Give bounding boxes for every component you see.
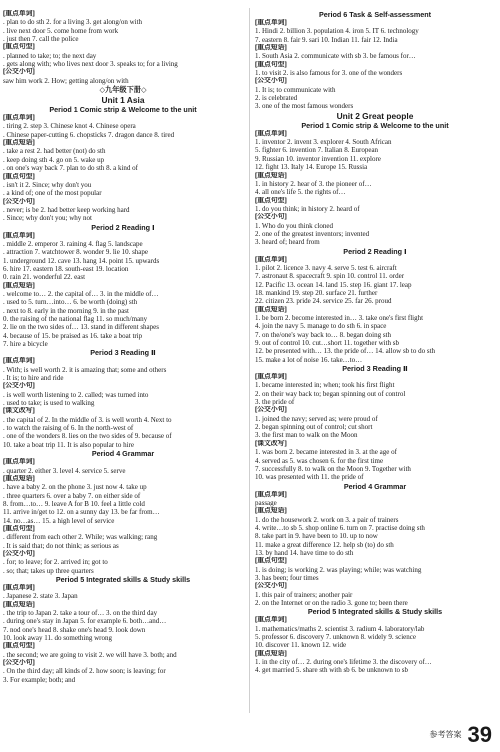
left-answer-line: . different from each other 2. While; was walking; rang <box>3 533 158 542</box>
right-section-tag: [重点短语] <box>255 507 287 515</box>
right-heading: Period 4 Grammar <box>343 481 407 491</box>
right-answer-line: 2. one of the greatest inventors; invented <box>255 229 370 238</box>
right-answer-line: 7. astronaut 8. spacecraft 9. spin 10. control 11. order <box>255 272 405 281</box>
right-answer-line: 1. this pair of trainers; another pair <box>255 590 353 599</box>
right-answer-line: 2. on the Internet or on the radio 3. gone to; been there <box>255 599 408 607</box>
left-section-tag: [重点单词] <box>3 10 35 17</box>
right-answer-line: 5. fighter 6. invention 7. Italian 8. European <box>255 146 379 155</box>
left-answer-line: . isn't it 2. Since; why don't you <box>3 180 92 189</box>
left-answer-line: . live next door 5. come home from work <box>3 26 119 35</box>
right-answer-line: 7. eastern 8. fair 9. sari 10. Indian 11. fair 12. India <box>255 35 398 44</box>
right-answer-line: 1. became interested in; when; took his first flight <box>255 381 395 390</box>
right-answer-line: 3. heard of; heard from <box>255 238 320 247</box>
right-heading: Unit 2 Great people <box>336 110 414 121</box>
left-answer-line: 7. nod one's head 8. shake one's head 9. look down <box>3 625 146 634</box>
left-section-tag: [重点单词] <box>3 583 35 591</box>
right-answer-line: 1. to visit 2. is also famous for 3. one of the wonders <box>255 69 403 78</box>
column-divider <box>249 8 250 713</box>
left-section-tag: [公交小句] <box>3 68 35 76</box>
right-heading: Period 3 Reading Ⅱ <box>342 364 408 374</box>
left-answer-line: . for; to leave; for 2. arrived in; got to <box>3 558 108 567</box>
right-heading: Period 2 Reading Ⅰ <box>343 246 407 256</box>
right-answer-line: 7. successfully 8. to walk on the Moon 9. Together with <box>255 464 411 473</box>
right-answer-line: 4. served as 5. was chosen 6. for the first time <box>255 456 384 465</box>
left-column <box>3 10 243 684</box>
right-answer-line: 9. out of control 10. cut…short 11. together with sb <box>255 339 399 348</box>
right-answer-line: 4. all one's life 5. the rights of… <box>255 188 346 197</box>
right-section-tag: [重点单词] <box>255 129 287 137</box>
right-answer-line: 12. be presented with… 13. the pride of… 14. allow sb to do sth <box>255 347 436 356</box>
left-heading: Unit 1 Asia <box>101 95 145 106</box>
left-answer-line: . Chinese paper-cutting 6. chopsticks 7. dragon dance 8. tired <box>3 130 175 139</box>
left-section-tag: [重点句型] <box>3 43 35 51</box>
left-section-tag: [重点句型] <box>3 172 35 180</box>
right-answer-line: 18. mankind 19. step 20. surface 21. further <box>255 288 378 297</box>
left-answer-line: . gets along with; who lives next door 3. speaks to; for a living <box>3 60 178 69</box>
page-number: 39 <box>467 722 492 747</box>
left-section-tag: [重点单词] <box>3 231 35 239</box>
right-section-tag: [重点单词] <box>255 255 287 263</box>
right-answer-line: 10. discover 11. known 12. wide <box>255 641 347 650</box>
right-answer-line: 3. the pride of <box>255 398 295 407</box>
left-answer-line: . planned to take; to; the next day <box>3 51 97 60</box>
left-answer-line: . the second; we are going to visit 2. we will have 3. both; and <box>3 650 177 659</box>
left-answer-line: . a kind of; one of the most popular <box>3 189 102 198</box>
left-answer-line: . so; that; takes up three quarters <box>3 566 94 575</box>
left-answer-line: . one of the wonders 8. lies on the two sides of 9. because of <box>3 432 172 441</box>
right-answer-line: 1. Who do you think cloned <box>255 221 334 230</box>
left-answer-line: . on one's way back 7. plan to do sth 8. a kind of <box>3 164 139 173</box>
left-answer-line: . to watch the raising of 6. In the north-west of <box>3 424 134 433</box>
left-answer-line: . welcome to… 2. the capital of… 3. in the middle of… <box>3 289 159 298</box>
right-answer-line: 8. take part in 9. have been to 10. up to now <box>255 532 378 541</box>
left-heading: Period 2 Reading Ⅰ <box>91 222 155 232</box>
left-answer-line: saw him work 2. How; getting along/on with <box>3 76 129 85</box>
right-answer-line: 3. has been; four times <box>255 573 319 582</box>
left-answer-line: 3. For example; both; and <box>3 675 76 684</box>
right-answer-line: 3. the first man to walk on the Moon <box>255 431 358 440</box>
left-answer-line: 10. take a boat trip 11. It is also popular to hire <box>3 440 134 449</box>
left-answer-line: 2. lie on the two sides of… 13. stand in different shapes <box>3 323 159 332</box>
left-section-tag: [公交小句] <box>3 659 35 667</box>
left-answer-line: . attraction 7. watchtower 8. wonder 9. lie 10. shape <box>3 248 149 257</box>
left-answer-line: . quarter 2. either 3. level 4. service 5. serve <box>3 466 126 475</box>
left-answer-line: 8. from…to… 9. leave A for B 10. feel a little cold <box>3 499 145 508</box>
right-section-tag: [公交小句] <box>255 77 287 85</box>
right-answer-line: 1. was born 2. became interested in 3. at the age of <box>255 448 397 457</box>
left-section-tag: [重点句型] <box>3 524 35 532</box>
right-heading: Period 6 Task & Self-assessment <box>318 10 432 19</box>
right-heading: Period 1 Comic strip & Welcome to the unit <box>301 120 449 130</box>
left-section-tag: [公交小句] <box>3 382 35 390</box>
right-section-tag: [公交小句] <box>255 213 287 221</box>
left-heading: Period 1 Comic strip & Welcome to the unit <box>49 105 197 115</box>
left-answer-line: . Japanese 2. state 3. Japan <box>3 592 78 601</box>
right-answer-line: 1. South Asia 2. communicate with sb 3. be famous for… <box>255 52 416 61</box>
left-answer-line: . the capital of 2. In the middle of 3. is well worth 4. Next to <box>3 415 172 424</box>
left-answer-line: 6. hire 17. eastern 18. south-east 19. location <box>3 264 129 273</box>
left-heading: Period 3 Reading Ⅱ <box>90 348 156 358</box>
left-answer-line: . the trip to Japan 2. take a tour of… 3. on the third day <box>3 609 158 617</box>
right-column <box>255 10 495 675</box>
right-section-tag: [重点短语] <box>255 649 287 657</box>
right-answer-line: 5. professor 6. discovery 7. unknown 8. widely 9. science <box>255 633 416 642</box>
right-answer-line: 3. one of the most famous wonders <box>255 102 354 111</box>
left-section-tag: [重点句型] <box>3 642 35 650</box>
right-answer-line: 9. Russian 10. inventor invention 11. explore <box>255 154 381 163</box>
left-answer-line: . used to take; is used to walking <box>3 399 95 408</box>
right-answer-line: 7. on the/one's way back to… 8. began doing sth <box>255 330 391 339</box>
right-answer-line: 1. do you think; in history 2. heard of <box>255 204 360 213</box>
left-answer-line: . middle 2. emperor 3. raining 4. flag 5. landscape <box>3 239 143 248</box>
left-answer-line: . It is; to hire and ride <box>3 374 64 383</box>
right-section-tag: [重点短语] <box>255 44 287 52</box>
left-answer-line: . Since; why don't you; why not <box>3 214 92 223</box>
right-answer-line: 12. Pacific 13. ocean 14. land 15. step 16. giant 17. leap <box>255 280 412 289</box>
right-answer-line: 1. inventor 2. invent 3. explorer 4. South African <box>255 138 392 147</box>
right-answer-line: 1. in the city of… 2. during one's lifetime 3. the discovery of… <box>255 658 432 667</box>
left-answer-line: 14. no…as… 15. a high level of service <box>3 516 115 525</box>
left-section-tag: [重点单词] <box>3 357 35 365</box>
right-section-tag: [重点句型] <box>255 60 287 68</box>
left-answer-line: 7. hire a bicycle <box>3 340 48 349</box>
left-answer-line: 0. rain 21. wonderful 22. east <box>3 273 86 282</box>
left-section-tag: [重点短语] <box>3 139 35 147</box>
footer-label: 参考答案 <box>429 730 462 739</box>
left-answer-line: 1. underground 12. cave 13. hang 14. point 15. upwards <box>3 256 160 265</box>
right-answer-line: 13. by hand 14. have time to do sth <box>255 548 354 557</box>
left-answer-line: . have a baby 2. on the phone 3. just now 4. take up <box>3 483 147 492</box>
right-answer-line: 12. fight 13. Italy 14. Europe 15. Russia <box>255 163 368 172</box>
left-answer-line: . take a rest 2. had better (not) do sth <box>3 147 106 156</box>
right-answer-line: 22. citizen 23. pride 24. service 25. far 26. proud <box>255 297 392 306</box>
right-section-tag: [重点短语] <box>255 171 287 179</box>
left-section-tag: [公交小句] <box>3 549 35 557</box>
right-answer-line: 4. write…to sb 5. shop online 6. turn on 7. practise doing sth <box>255 523 425 532</box>
left-answer-line: . It is said that; do not think; as serious as <box>3 541 119 550</box>
left-answer-line: . next to 8. early in the morning 9. in the past <box>3 306 129 315</box>
right-section-tag: [重点单词] <box>255 490 287 498</box>
right-section-tag: [重点句型] <box>255 196 287 204</box>
left-section-tag: [重点短语] <box>3 474 35 482</box>
right-section-tag: [重点短语] <box>255 305 287 313</box>
right-section-tag: [重点单词] <box>255 19 287 26</box>
right-answer-line: 2. is celebrated <box>255 94 298 103</box>
right-answer-line: 1. is doing; is working 2. was playing; while; was watching <box>255 565 422 574</box>
right-section-tag: [重点句型] <box>255 557 287 565</box>
left-answer-line: . is well worth listening to 2. called; was turned into <box>3 390 149 399</box>
left-answer-line: 0. the raising of the national flag 11. so much/many <box>3 315 148 323</box>
right-answer-line: 4. get married 5. share sth with sb 6. be unknown to sb <box>255 666 409 675</box>
left-answer-line: . tiring 2. step 3. Chinese knot 4. Chinese opera <box>3 122 136 131</box>
left-answer-line: . On the third day; all kinds of 2. how soon; is leaving; for <box>3 667 166 676</box>
left-answer-line: 10. look away 11. do something wrong <box>3 634 113 643</box>
left-answer-line: . three quarters 6. over a baby 7. on either side of <box>3 491 141 500</box>
left-answer-line: . plan to do sth 2. for a living 3. get along/on with <box>3 18 143 27</box>
right-section-tag: [重点单词] <box>255 616 287 624</box>
left-section-tag: [公交小句] <box>3 197 35 205</box>
right-answer-line: 15. make a lot of noise 16. take…to… <box>255 355 363 364</box>
left-heading: Period 5 Integrated skills & Study skills <box>55 574 191 584</box>
left-answer-line: 11. arrive in/get to 12. on a sunny day 13. be far from… <box>3 508 160 517</box>
right-section-tag: [公交小句] <box>255 582 287 590</box>
left-section-tag: [课文改写] <box>3 407 35 415</box>
right-answer-line: 10. was presented with 11. the pride of <box>255 473 364 482</box>
right-answer-line: 1. mathematics/maths 2. scientist 3. radium 4. laboratory/lab <box>255 624 425 633</box>
right-answer-line: 1. joined the navy; served as; were proud of <box>255 414 378 423</box>
right-answer-line: 1. be born 2. become interested in… 3. take one's first flight <box>255 314 424 322</box>
right-heading: Period 5 Integrated skills & Study skills <box>307 607 443 617</box>
page-footer <box>430 724 492 746</box>
left-answer-line: . keep doing sth 4. go on 5. wake up <box>3 155 105 164</box>
left-section-tag: [重点短语] <box>3 281 35 289</box>
right-answer-line: 2. began spinning out of control; cut short <box>255 423 373 432</box>
right-answer-line: passage <box>255 498 277 507</box>
left-answer-line: 4. because of 15. be praised as 16. take a boat trip <box>3 331 143 340</box>
right-answer-line: 1. in history 2. hear of 3. the pioneer of… <box>255 179 372 188</box>
right-answer-line: 1. pilot 2. licence 3. navy 4. serve 5. test 6. aircraft <box>255 263 397 272</box>
left-answer-line: . used to 5. turn…into… 6. be worth (doing) sth <box>3 298 138 307</box>
right-answer-line: 1. It is; to communicate with <box>255 85 336 94</box>
left-answer-line: . just then 7. call the police <box>3 35 79 44</box>
left-answer-line: . during one's stay in Japan 5. for example 6. both…and… <box>3 617 167 626</box>
left-heading: ◇九年级下册◇ <box>99 85 147 95</box>
left-section-tag: [重点单词] <box>3 114 35 122</box>
left-answer-line: . With; is well worth 2. it is amazing that; some and others <box>3 365 167 374</box>
right-answer-line: 2. on their way back to; began spinning out of control <box>255 389 406 398</box>
left-heading: Period 4 Grammar <box>91 449 155 459</box>
right-answer-line: 1. Hindi 2. billion 3. population 4. iron 5. IT 6. technology <box>255 27 419 36</box>
left-section-tag: [重点单词] <box>3 458 35 466</box>
right-answer-line: 4. join the navy 5. manage to do sth 6. in space <box>255 322 387 331</box>
right-answer-line: 1. do the housework 2. work on 3. a pair of trainers <box>255 515 399 524</box>
left-section-tag: [重点短语] <box>3 600 35 608</box>
right-section-tag: [公交小句] <box>255 406 287 414</box>
right-answer-line: 11. make a great difference 12. help sb (to) do sth <box>255 540 394 549</box>
right-section-tag: [课文改写] <box>255 439 287 447</box>
left-answer-line: . never; is be 2. had better keep working hard <box>3 205 130 214</box>
right-section-tag: [重点单词] <box>255 373 287 381</box>
